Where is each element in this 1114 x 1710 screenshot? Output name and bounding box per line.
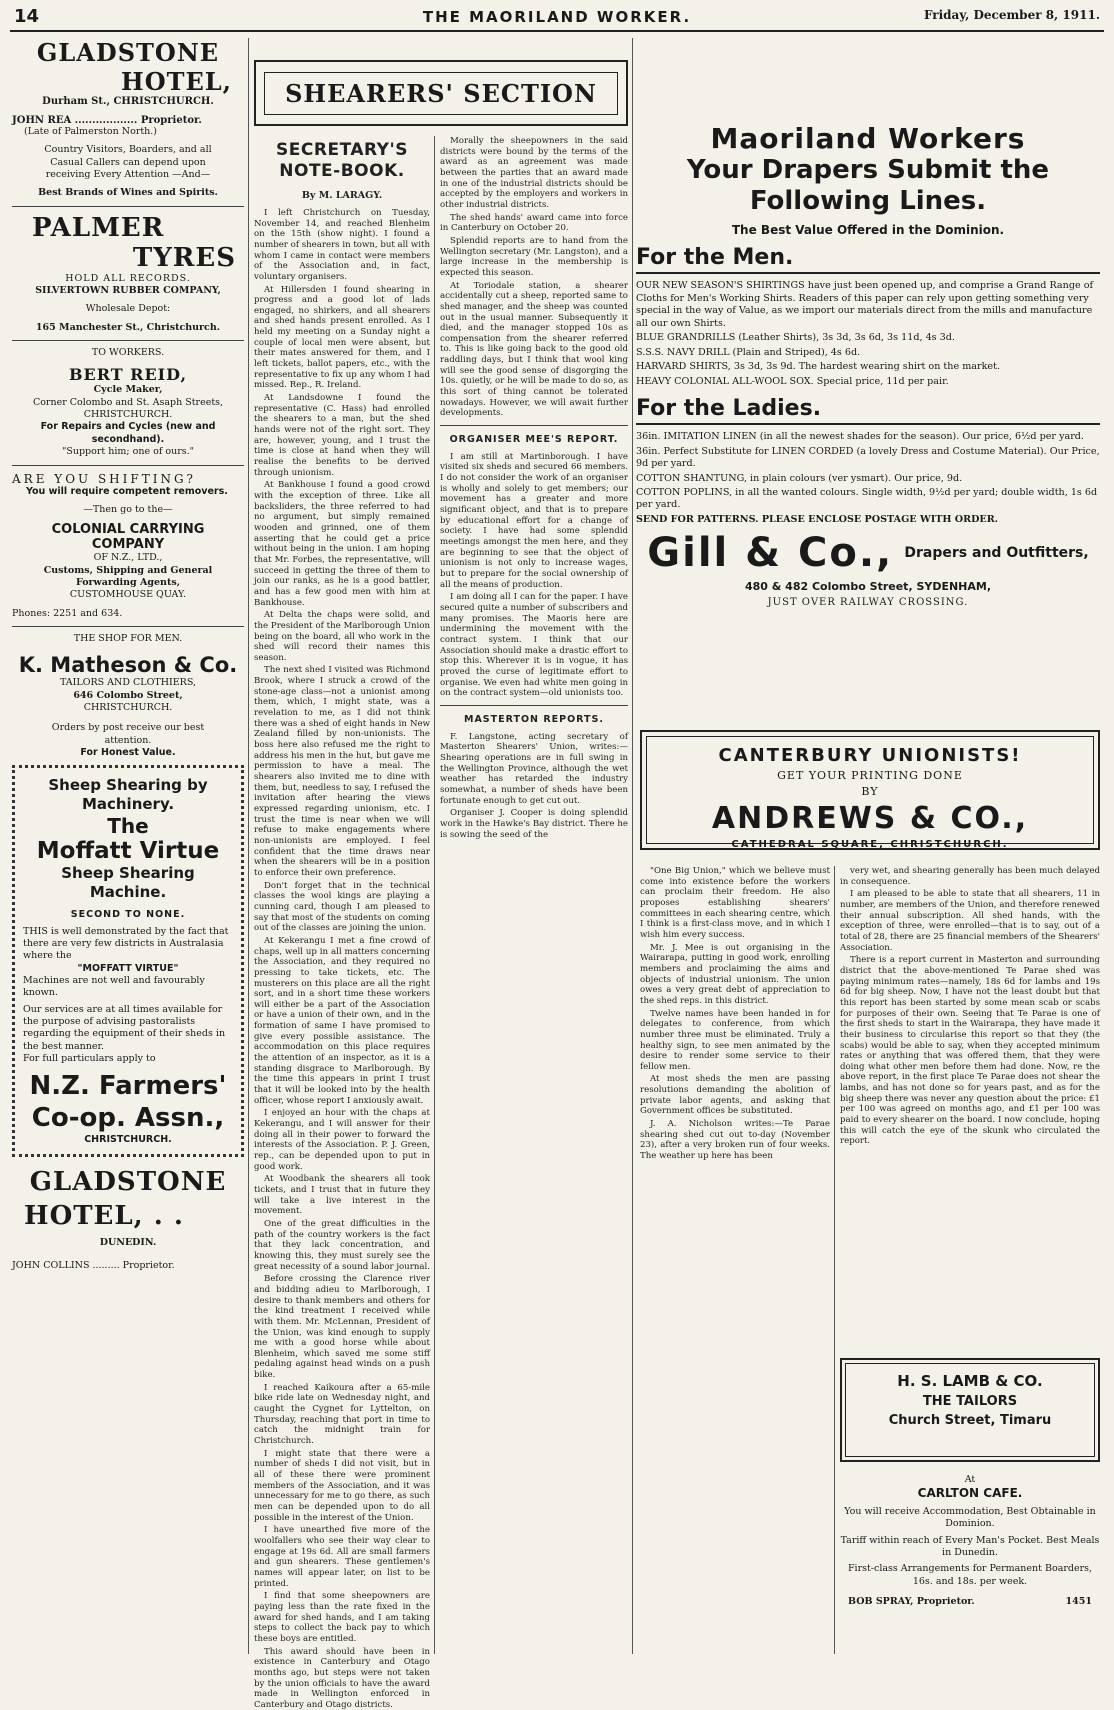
ad-title: Sheep Shearing by Machinery. [48, 776, 208, 814]
ad-text: At [964, 1474, 976, 1485]
article-paragraph: Organiser J. Cooper is doing splendid work in the Hawke's Bay district. There he is sowing the seed of the [440, 808, 628, 840]
article-subhead: MASTERTON REPORTS. [464, 713, 604, 725]
ad-address: DUNEDIN. [99, 1237, 157, 1249]
ad-text: OUR NEW SEASON'S SHIRTINGS have just been opened up, and comprise a Grand Range of Cloths for Men's Working Shirts. Readers of this paper can rely upon getting something very special in the way of Value, as we import our materials direct from the mills and manufacture all our own Shirts. [636, 280, 1094, 329]
article-paragraph: Mr. J. Mee is out organising in the Wairarapa, putting in good work, enrolling members and proclaiming the aims and objects of industrial unionism. The union owes a very great debt of appreciation to the shed reps. in this district. [640, 942, 830, 1006]
article-paragraph: I find that some sheepowners are paying less than the rate fixed in the award for shed hands, and I am taking steps to collect the back pay to which these boys are entitled. [254, 1591, 430, 1644]
ad-address: 646 Colombo Street, [73, 689, 183, 701]
article-paragraph: J. A. Nicholson writes:—Te Parae shearing shed cut out to-day (November 23), after a very broken run of four weeks. The weather up here has been [640, 1119, 830, 1162]
ad-subtitle: The Best Value Offered in the Dominion. [731, 223, 1005, 238]
ad-title-3: Following Lines. [749, 186, 987, 217]
article-paragraph: Don't forget that in the technical classes the wool kings are playing a cunning card, though I am pleased to say that most of the students on coming out of the classes are joining the union. [254, 880, 430, 934]
article-paragraph: The next shed I visited was Richmond Brook, where I struck a crowd of the stone-age class—not a unionist among them, which, I might state, was a revelation to me, as I did not think there was a shed of eight hands in New Zealand filled by non-unionists. The boss here also refused me the right to address his men in the hut, but gave me permission to have a meal. The shearers also invited me to dine with them, but, needless to say, I refused the invitation after hearing the views expressed regarding unionism, etc. I trust the time is near when we will refuse to make engagements where non-unionists are employed. I feel confident that the time draws near when the shearers will be in a position to enforce their own preference. [254, 665, 430, 878]
ad-item: HARVARD SHIRTS, 3s 3d, 3s 9d. The hardest wearing shirt on the market. [636, 361, 1000, 373]
issue-date: Friday, December 8, 1911. [923, 8, 1100, 22]
ad-text: Drapers and Outfitters, [904, 544, 1089, 561]
ad-company: Gill & Co., [647, 530, 894, 577]
article-paragraph: Twelve names have been handed in for delegates to conference, from which number three must be eliminated. Truly a healthy sign, to see men animated by the desire to render some service to their fellow men. [640, 1008, 830, 1072]
ad-address: Corner Colombo and St. Asaph Streets, CHRISTCHURCH. [32, 396, 224, 421]
ad-item: S.S.S. NAVY DRILL (Plain and Striped), 4s 6d. [636, 346, 861, 358]
ad-item: COTTON SHANTUNG, in plain colours (ver ysmart). Our price, 9d. [636, 472, 963, 484]
ad-footer: Best Brands of Wines and Spirits. [38, 187, 218, 199]
article-paragraph: Splendid reports are to hand from the Wellington secretary (Mr. Langston), and a large increase in the membership is expected this season. [440, 235, 628, 278]
matheson-ad [12, 633, 244, 759]
article-paragraph: At Hillersden I found shearing in progress and a good lot of lads engaged, no shirkers, and all shearers and shed hands present enrolled. As I held my meeting on a Sunday night a couple of local men were absent, but their mates answered for them, and I left tickets, ballot papers, etc., with the representative to fix up any whom I had missed. Rep., R. Ireland. [254, 284, 430, 391]
ad-item: BLUE GRANDRILLS (Leather Shirts), 3s 3d, 3s 6d, 3s 11d, 4s 3d. [636, 332, 955, 344]
ad-title: Maoriland Workers [710, 122, 1026, 155]
ad-title: GLADSTONE [29, 1167, 227, 1198]
article-paragraph: Before crossing the Clarence river and bidding adieu to Marlborough, I desire to thank members and others for the kind treatment I received while with them. Mr. McLennan, President of the Union, was kind enough to supply me with a good horse while about Blenheim, which saved me some stiff pedaling against head winds on a push bike. [254, 1274, 430, 1381]
ad-body: For full particulars apply to [23, 1053, 156, 1065]
ad-text: JUST OVER RAILWAY CROSSING. [767, 597, 969, 609]
ad-text: HOLD ALL RECORDS. [65, 272, 191, 284]
section-title: SHEARERS' SECTION [264, 72, 618, 115]
article-paragraph: I might state that there were a number of sheds I did not visit, but in all of these there were prominent members of the Association, and it was unnecessary for me to go there, as such men can be depended upon to do all possible in the interest of the Union. [254, 1448, 430, 1523]
ad-text: For Repairs and Cycles (new and secondhand). [40, 421, 216, 445]
lamb-tailors-ad [840, 1358, 1100, 1462]
ad-company: COLONIAL CARRYING [51, 522, 205, 538]
ad-address: 165 Manchester St., Christchurch. [35, 321, 221, 333]
ad-address: CATHEDRAL SQUARE, CHRISTCHURCH. [731, 839, 1009, 850]
ad-text: SECOND TO NONE. [70, 909, 186, 921]
ad-title-2: Moffatt Virtue [36, 837, 220, 864]
moffatt-virtue-ad [12, 765, 244, 1157]
ad-text: "Support him; one of ours." [61, 446, 195, 458]
ad-text: OF N.Z., LTD., [93, 552, 163, 564]
article-paragraph: I am pleased to be able to state that all shearers, 11 in number, are members of the Union, and therefore renewed their annual subscription. All shed hands, with the exception of three, were enrolled—that is to say, out of a total of 28, there are 25 financial members of the Shearers' Association. [840, 889, 1100, 953]
ad-body: Country Visitors, Boarders, and all Casual Callers can depend upon receiving Every Attention —And— [44, 144, 212, 181]
maoriland-drapers-ad [636, 122, 1100, 682]
ad-title-2: HOTEL, . . [24, 1201, 184, 1232]
ad-body: THIS is well demonstrated by the fact that there are very few districts in Australasia where the [23, 925, 229, 962]
article-paragraph: I left Christchurch on Tuesday, November 14, and reached Blenheim on the 15th (show night). I found a number of shearers in town, but all with whom I came in contact were members of the Association and, in fact, voluntary organisers. [254, 207, 430, 282]
ad-company: ANDREWS & CO., [711, 801, 1029, 836]
ad-note: (Late of Palmerston North.) [24, 126, 158, 137]
ad-title: H. S. LAMB & CO. [897, 1372, 1043, 1390]
ad-text: The [107, 813, 149, 838]
ad-address: Durham St., CHRISTCHURCH. [42, 96, 214, 107]
ad-body: Machines are not well and favourably known. [23, 975, 205, 999]
ad-proprietor: JOHN COLLINS ......... Proprietor. [12, 1259, 175, 1271]
article-column-1 [254, 136, 430, 1710]
ad-item: HEAVY COLONIAL ALL-WOOL SOX. Special price, 11d per pair. [636, 375, 949, 387]
ad-proprietor: BOB SPRAY, Proprietor. [848, 1596, 975, 1607]
ad-code: 1451 [1065, 1596, 1092, 1607]
ad-text: BY [861, 785, 879, 798]
article-title: SECRETARY'S NOTE-BOOK. [276, 140, 408, 182]
article-paragraph: At Landsdowne I found the representative (C. Hass) had enrolled the shearers to a man, but the shed hands were not of the right sort. They are, however, young, and I trust the time is close at hand when they will realise the benefits to be derived through unionism. [254, 393, 430, 478]
article-column-3 [640, 866, 830, 1654]
article-paragraph: I enjoyed an hour with the chaps at Kekerangu, and I will answer for their doing all in their power to forward the interests of the Association. P. J. Green, rep., can be depended upon to put in good work. [254, 1108, 430, 1172]
ad-address: CHRISTCHURCH. [84, 1133, 172, 1145]
ad-text: First-class Arrangements for Permanent Boarders, 16s. and 18s. per week. [847, 1563, 1093, 1587]
article-paragraph: This award should have been in existence in Canterbury and Otago months ago, but steps were not taken by the union officials to have the award made in Wellington enforced in Canterbury and Otago districts. [254, 1646, 430, 1710]
ad-title-3: Sheep Shearing Machine. [61, 863, 195, 901]
article-paragraph: There is a report current in Masterton and surrounding district that the above-mentioned Te Parae shed was paying minimum rates—namely, 18s 6d for lambs and 19s 6d for big sheep. Now, I have not the least doubt but that this report has been started by some mean scab or scabs for purposes of their own. Seeing that Te Parae is one of the first sheds to start in the Wairarapa, they have made it their business to circularise this report so that they (the scabs) would be able to say, when they accepted minimum rates or anything that was offered them, that they were doing what other men before them had done. Now, re the above report, in the first place Te Parae does not shear the lambs, and has not done so for years past, and as for the big sheep there was never any question about the price: £1 per 100 was agreed on months ago, and £1 per 100 was paid to every shearer on the board. I now conclude, hoping this will catch the eye of the skunk who circulated the report. [840, 955, 1100, 1147]
ad-text: SEND FOR PATTERNS. PLEASE ENCLOSE POSTAGE WITH ORDER. [636, 513, 999, 525]
gladstone-hotel-ad [12, 38, 244, 200]
ad-title: K. Matheson & Co. [18, 653, 238, 678]
ad-text: TO WORKERS. [91, 347, 165, 359]
ad-text: Tariff within reach of Every Man's Pocket. Best Meals in Dunedin. [840, 1534, 1100, 1558]
article-paragraph: very wet, and shearing generally has been much delayed in consequence. [840, 866, 1100, 887]
ad-text: Customs, Shipping and General Forwarding Agents, [43, 564, 213, 588]
ad-title: CARLTON CAFE. [917, 1486, 1023, 1501]
ad-title: PALMER [32, 212, 165, 243]
ad-title-2: TYRES [132, 242, 236, 273]
article-paragraph: I am doing all I can for the paper. I have secured quite a number of subscribers and many promises. The Maoris here are undermining the movement with the contract system. I think that our Association should make a drastic effort to stop this. Wherever it is in vogue, it has proved the curse of legitimate effort to organise. We even had white men going in on the contract system—old unionists too. [440, 592, 628, 699]
article-subhead: ORGANISER MEE'S REPORT. [449, 434, 619, 446]
ad-address: 480 & 482 Colombo Street, SYDENHAM, [744, 580, 992, 594]
ad-text: THE SHOP FOR MEN. [73, 632, 183, 644]
ad-proprietor: JOHN REA .................. Proprietor. [12, 115, 202, 126]
ad-company: N.Z. Farmers' [29, 1071, 227, 1102]
ad-text: You will require competent removers. [26, 485, 228, 497]
ad-text: Cycle Maker, [93, 384, 163, 396]
advert-column [12, 38, 244, 1654]
ad-text: —Then go to the— [83, 503, 173, 515]
ad-text: You will receive Accommodation, Best Obtainable in Dominion. [844, 1505, 1096, 1530]
shearers-section-header [254, 60, 628, 126]
masthead [10, 4, 1104, 32]
paper-title: THE MAORILAND WORKER. [422, 8, 692, 26]
ad-text: GET YOUR PRINTING DONE [777, 769, 963, 782]
ad-section-heading: For the Ladies. [636, 396, 1100, 425]
ad-title-2: HOTEL, [121, 67, 232, 96]
gladstone-dunedin-ad [12, 1167, 244, 1272]
ad-address: CUSTOMHOUSE QUAY. [69, 589, 187, 601]
ad-text: Wholesale Depot: [85, 303, 171, 315]
ad-item: 36in. IMITATION LINEN (in all the newest shades for the season). Our price, 6½d per yard. [636, 431, 1084, 443]
ad-address: CHRISTCHURCH. [83, 701, 173, 713]
ad-text: TAILORS AND CLOTHIERS, [59, 677, 197, 689]
article-paragraph: At Kekerangu I met a fine crowd of chaps, well up in all matters concerning the Association, and they required no pressing to take tickets, etc. The musterers on this place are all the right sort, and in a short time these workers will either be a part of the Association or have a union of their own, and in the formation of same I have promised to give every possible assistance. The accommodation on this place requires the attention of an inspector, as it is a standing disgrace to Marlborough. By the time this appears in print I trust that it will be looked into by the health officer, whose report I anxiously await. [254, 935, 430, 1106]
article-paragraph: The shed hands' award came into force in Canterbury on October 20. [440, 212, 628, 234]
page-number: 14 [14, 6, 40, 27]
ad-phones: Phones: 2251 and 634. [12, 607, 123, 619]
article-paragraph: One of the great difficulties in the path of the country workers is the fact that they lack concentration, and knowing this, they must surely see the great necessity of a sound labor journal. [254, 1218, 430, 1272]
ad-title: BERT REID, [68, 365, 188, 385]
ad-item: 36in. Perfect Substitute for LINEN CORDED (a lovely Dress and Costume Material). Our Price, 9d per yard. [636, 445, 1100, 470]
ad-text: Orders by post receive our best attention. [51, 722, 205, 746]
article-paragraph: "One Big Union," which we believe must come into existence before the workers can proclaim their freedom. He also proposes establishing shearers' committees in each shearing centre, which I think is a first-class move, and in which I wish him every success. [640, 866, 830, 940]
ad-company-2: COMPANY [91, 537, 165, 553]
ad-address: Church Street, Timaru [888, 1413, 1052, 1428]
ad-title: ARE YOU SHIFTING? [12, 471, 196, 486]
ad-text: THE TAILORS [922, 1394, 1018, 1409]
article-paragraph: Morally the sheepowners in the said districts were bound by the terms of the award as an agreement was made between the parties that an award made in one of the industrial districts should be accepted by the employers and workers in other industrial districts. [440, 136, 628, 210]
ad-title-2: Your Drapers Submit the [686, 155, 1050, 185]
article-paragraph: At Bankhouse I found a good crowd with the exception of three. Like all backsliders, the three referred to had no argument, but simply remained wooden and grinned, one of them asserting that he could get a price without being in the union. I am hoping that Mr. Forbes, the representative, will succeed in getting the three of them to join our ranks, as he is a good battler, and has a few good men with him at Bankhouse. [254, 480, 430, 608]
article-paragraph: At Delta the chaps were solid, and the President of the Marlborough Union being on the board, all who work in the shed will record their names this season. [254, 610, 430, 663]
article-paragraph: At Toriodale station, a shearer accidentally cut a sheep, reported same to shed manager, and the sheep was counted out in the usual manner. Subsequently it died, and the manager stopped 10s as compensation from the shearer referred to. This is like going back to the good old raddling days, but I think that wool king will see the good sense of disgorging the 10s. quietly, or he will be made to do so, as this sort of thing cannot be tolerated nowadays. However, we will await further developments. [440, 280, 629, 419]
ad-text: For Honest Value. [80, 746, 176, 758]
palmer-tyres-ad [12, 213, 244, 334]
ad-company-2: Co-op. Assn., [31, 1102, 225, 1133]
ad-section-heading: For the Men. [636, 245, 1100, 274]
ad-item: COTTON POPLINS, in all the wanted colours. Single width, 9½d per yard; double width, 1s 6d per yard. [636, 487, 1098, 511]
carlton-cafe-ad [840, 1474, 1100, 1654]
article-paragraph: I am still at Martinborough. I have visited six sheds and secured 66 members. I do not consider the work of an organiser is wholly and solely to get members; our movement has a greater and more significant object, and that is to prepare by educational effort for a change of society. I have had some splendid meetings amongst the men here, and they are beginning to see that the object of unionism is not only to increase wages, but to prepare for the social ownership of all the means of production. [440, 451, 628, 590]
bert-reid-ad [12, 347, 244, 458]
article-paragraph: At most sheds the men are passing resolutions demanding the abolition of private labor agents, and asking that Government offices be substituted. [640, 1074, 830, 1117]
ad-title: GLADSTONE [36, 38, 220, 67]
ad-company: SILVERTOWN RUBBER COMPANY, [35, 285, 221, 297]
article-paragraph: I have unearthed five more of the woolfallers who see their way clear to engage at 19s 6d. All are small farmers and gun shearers. These gentlemen's names will appear later, on list to be printed. [254, 1525, 430, 1589]
article-column-2 [440, 136, 628, 1654]
article-column-4 [840, 866, 1100, 1350]
article-paragraph: At Woodbank the shearers all took tickets, and I trust that in future they will take a live interest in the movement. [254, 1174, 430, 1217]
colonial-carrying-ad [12, 472, 244, 620]
ad-body: Our services are at all times available for the purpose of advising pastoralists regarding the equipment of their sheds in the best manner. [23, 1003, 226, 1052]
article-paragraph: F. Langstone, acting secretary of Masterton Shearers' Union, writes:— Shearing operations are in full swing in the Wellington Province, although the wet weather has retarded the industry somewhat, a number of sheds have been fortunate enough to get cut out. [440, 731, 628, 806]
article-paragraph: I reached Kaikoura after a 65-mile bike ride late on Wednesday night, and caught the Cygnet for Lyttelton, on Thursday, reaching that port in time to catch the midnight train for Christchurch. [254, 1382, 430, 1447]
ad-title: CANTERBURY UNIONISTS! [718, 745, 1022, 766]
article-byline: By M. LARAGY. [301, 190, 383, 202]
canterbury-unionists-ad [640, 730, 1100, 850]
ad-text: "MOFFATT VIRTUE" [77, 962, 179, 974]
